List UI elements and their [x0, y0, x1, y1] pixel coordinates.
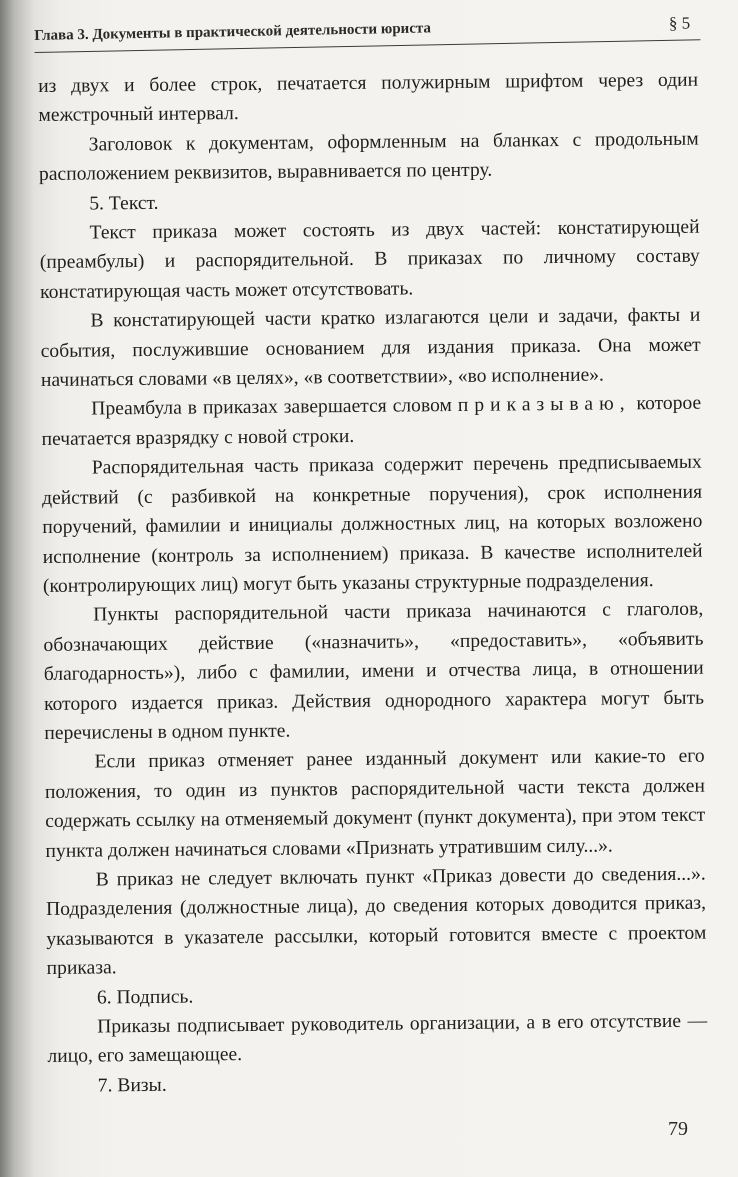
paragraph: Приказы подписывает руководитель организации, а в его отсутствие — лицо, его замещающее.	[47, 1010, 708, 1068]
section-mark: § 5	[668, 13, 691, 33]
running-header	[34, 9, 704, 50]
spaced-word: приказываю,	[457, 393, 631, 417]
paragraph: Распорядительная часть приказа содержит перечень предписываемых действий (с разбивкой на конкретные поручения), срок исполнения поручений, фамилии и инициалы должностных лиц, на которых возложено исполнение (контроль за исполнением) приказа. В качестве исполнителей (контролирующих лиц) могут быть указаны структурные подразделения.	[41, 451, 703, 597]
paragraph: Заголовок к документам, оформленным на бланках с продольным расположением реквизитов, выравнивается по центру.	[38, 128, 699, 186]
paragraph: Пункты распорядительной части приказа начинаются с глаголов, обозначающих действие («назначить», «предоставить», «объявить благодарность»), либо с фамилии, имени и отчества лица, в отношении которого издается приказ. Действия однородного характера могут быть перечислены в одном пункте.	[43, 598, 705, 744]
section-heading: 5. Текст.	[89, 192, 159, 215]
paragraph: В констатирующей части кратко излагаются цели и задачи, факты и события, послужившие основанием для издания приказа. Она может начинаться словами «в целях», «в соответствии», «во исполнение».	[40, 304, 701, 392]
paragraph: Если приказ отменяет ранее изданный документ или какие-то его положения, то один из пунктов распорядительной части текста должен содержать ссылку на отменяемый документ (пункт документа), при этом текст пункта должен начинаться словами «Признать утратившим силу...».	[44, 745, 706, 862]
preamble-before: Преамбула в приказах завершается словом	[91, 395, 452, 420]
paragraph: из двух и более строк, печатается полужирным шрифтом через один межстрочный интервал.	[38, 69, 699, 127]
section-heading: 7. Визы.	[97, 1074, 167, 1097]
section-heading: 6. Подпись.	[96, 986, 194, 1009]
preamble-after: которое печатается вразрядку с новой строки.	[41, 393, 702, 450]
body-text	[38, 66, 708, 1102]
paragraph-preamble	[41, 389, 702, 454]
page-number: 79	[668, 1118, 688, 1140]
paragraph: Текст приказа может состоять из двух частей: констатирующей (преамбулы) и распорядительной. В приказах по личному составу констатирующая часть может отсутствовать.	[39, 216, 700, 303]
paragraph: В приказ не следует включать пункт «Приказ довести до сведения...». Подразделения (должностные лица), до сведения которых доводится приказ, указываются в указателе рассылки, который готовится вместе с проектом приказа.	[45, 863, 707, 980]
chapter-title: Глава 3. Документы в практической деятельности юриста	[34, 20, 432, 44]
